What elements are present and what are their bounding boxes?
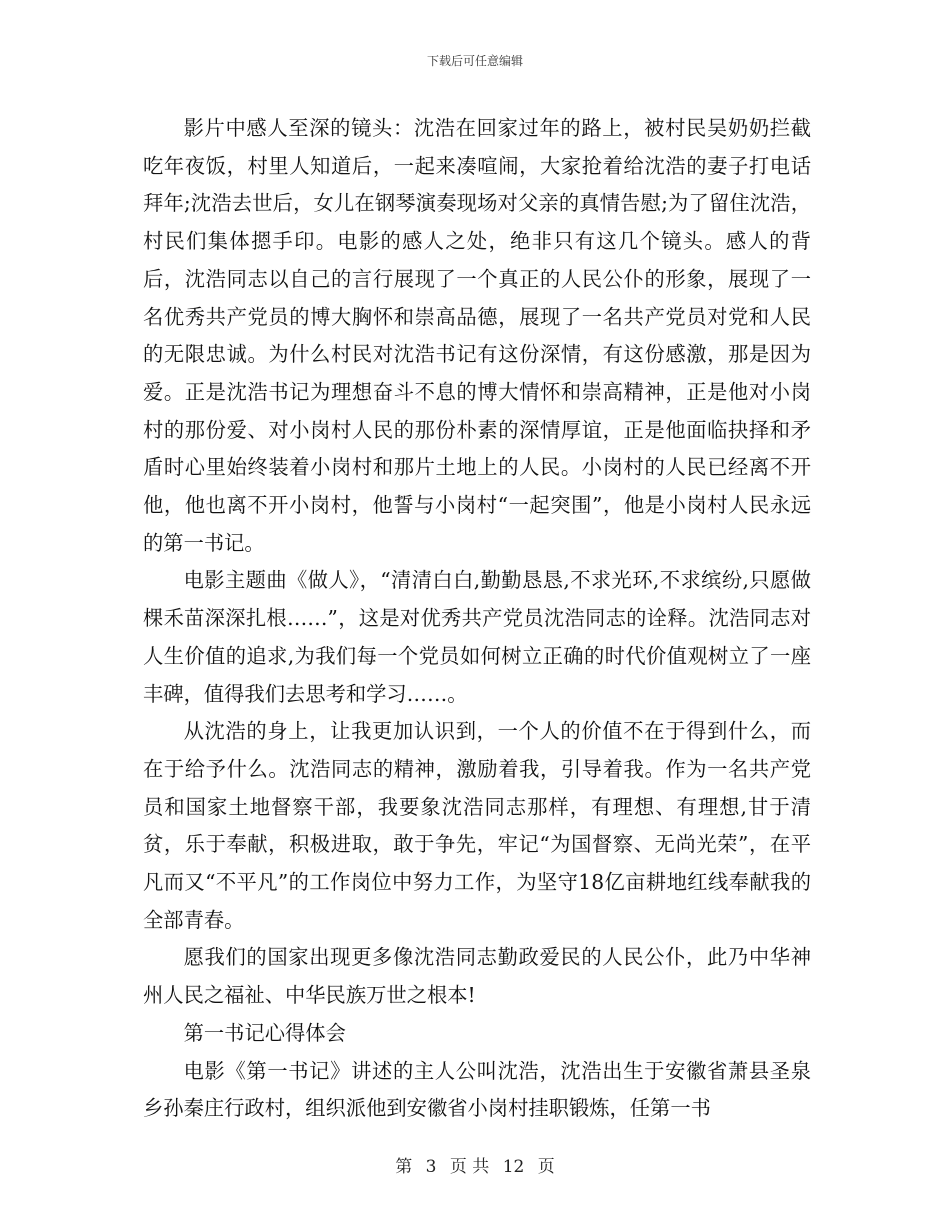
footer-prefix: 第: [395, 1157, 413, 1177]
page-header: 下载后可任意编辑: [426, 54, 523, 68]
footer-suffix: 页: [537, 1157, 555, 1177]
paragraph-3: 从沈浩的身上，让我更加认识到，一个人的价值不在于得到什么，而在于给予什么。沈浩同志的精神，激励着我，引导着我。作为一名共产党员和国家土地督察干部，我要象沈浩同志那样，有理想、有理想,甘于清贫，乐于奉献，积极进取，敢于争先，牢记“为国督察、无尚光荣”，在平凡而又“不平凡”的工作岗位中努力工作，为坚守18亿亩耕地红线奉献我的全部青春。: [143, 719, 811, 932]
paragraph-5: 电影《第一书记》讲述的主人公叫沈浩，沈浩出生于安徽省萧县圣泉乡孙秦庄行政村，组织派他到安徽省小岗村挂职锻炼，任第一书: [143, 1058, 811, 1121]
paragraph-4: 愿我们的国家出现更多像沈浩同志勤政爱民的人民公仆，此乃中华神州人民之福祉、中华民族万世之根本!: [143, 945, 811, 1008]
footer-page-number: 3: [425, 1157, 437, 1177]
section-title: 第一书记心得体会: [183, 1020, 346, 1045]
document-body: [143, 110, 811, 1128]
footer-total-pages: 12: [502, 1157, 525, 1177]
page-footer: [0, 1152, 950, 1177]
paragraph-2: 电影主题曲《做人》，“清清白白,勤勤恳恳,不求光环,不求缤纷,只愿做棵禾苗深深扎根……”，这是对优秀共产党员沈浩同志的诠释。沈浩同志对人生价值的追求,为我们每一个党员如何树立正确的时代价值观树立了一座丰碑，值得我们去思考和学习……。: [143, 568, 811, 706]
footer-middle: 页 共: [449, 1157, 490, 1177]
paragraph-1: 影片中感人至深的镜头：沈浩在回家过年的路上，被村民吴奶奶拦截吃年夜饭，村里人知道后，一起来凑喧闹，大家抢着给沈浩的妻子打电话拜年;沈浩去世后，女儿在钢琴演奏现场对父亲的真情告慰;为了留住沈浩，村民们集体摁手印。电影的感人之处，绝非只有这几个镜头。感人的背后，沈浩同志以自己的言行展现了一个真正的人民公仆的形象，展现了一名优秀共产党员的博大胸怀和崇高品德，展现了一名共产党员对党和人民的无限忠诚。为什么村民对沈浩书记有这份深情，有这份感激，那是因为爱。正是沈浩书记为理想奋斗不息的博大情怀和崇高精神，正是他对小岗村的那份爱、对小岗村人民的那份朴素的深情厚谊，正是他面临抉择和矛盾时心里始终装着小岗村和那片土地上的人民。小岗村的人民已经离不开他，他也离不开小岗村，他誓与小岗村“一起突围”，他是小岗村人民永远的第一书记。: [143, 116, 811, 555]
